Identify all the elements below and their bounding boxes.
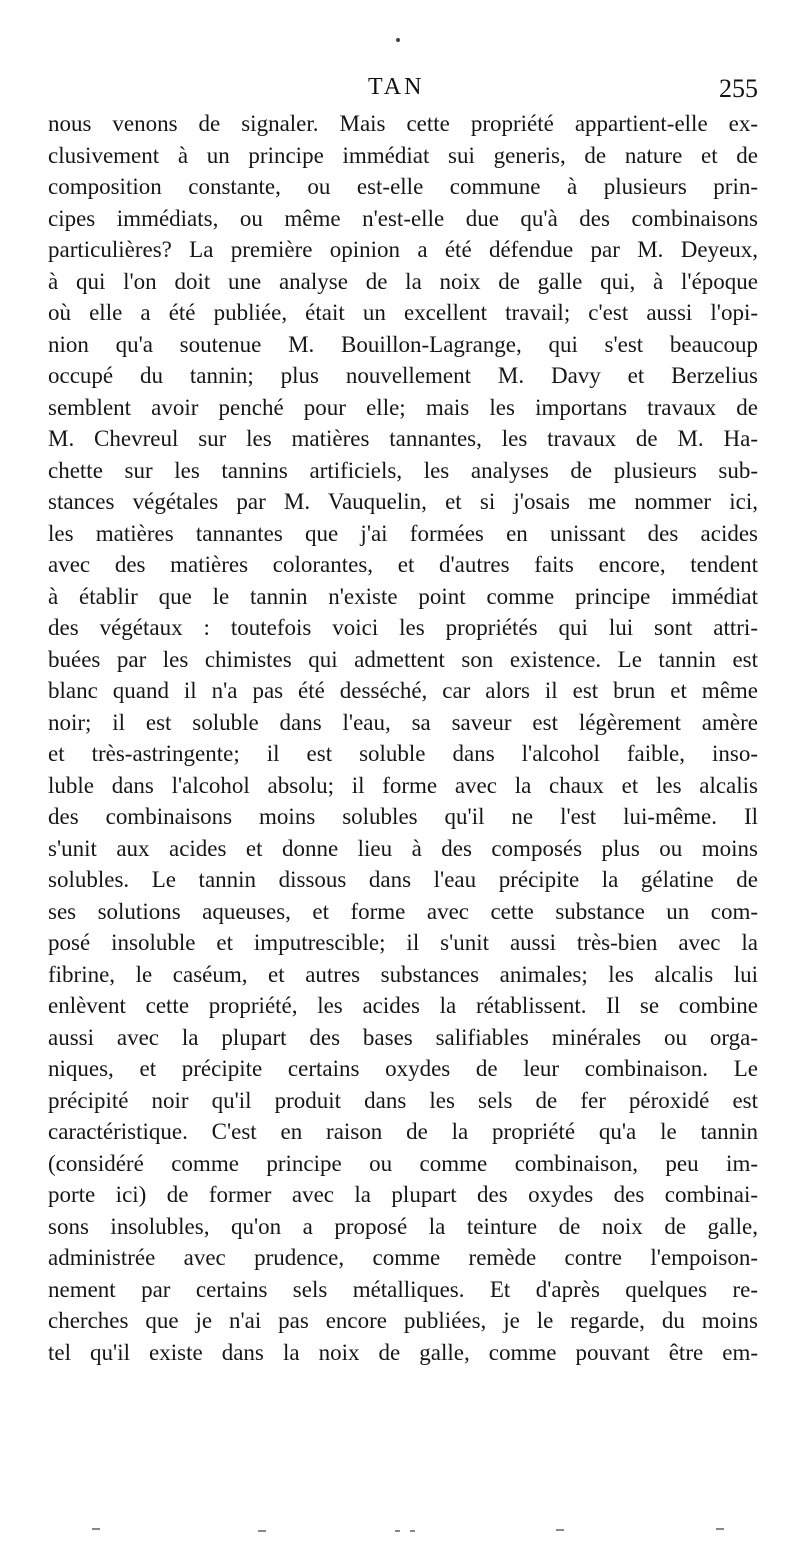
text-line: administrée avec prudence, comme remède contre l'empoison-	[48, 1245, 758, 1270]
text-line: composition constante, ou est-elle commune à plusieurs prin-	[48, 174, 758, 199]
ink-speck	[258, 1530, 266, 1532]
text-line: semblent avoir penché pour elle; mais les importans travaux de	[48, 394, 758, 420]
text-line: des végétaux : toutefois voici les propriétés qui lui sont attri-	[48, 615, 758, 640]
ink-speck	[716, 1528, 724, 1530]
text-line: (considéré comme principe ou comme combinaison, peu im-	[48, 1150, 758, 1176]
text-line: posé insoluble et imputrescible; il s'unit aussi très-bien avec la	[48, 930, 758, 955]
text-line: nion qu'a soutenue M. Bouillon-Lagrange, qui s'est beaucoup	[48, 331, 758, 357]
text-line: à qui l'on doit une analyse de la noix de galle qui, à l'époque	[48, 268, 758, 294]
text-line: chette sur les tannins artificiels, les analyses de plusieurs sub-	[48, 457, 758, 483]
text-line: buées par les chimistes qui admettent son existence. Le tannin est	[48, 646, 758, 672]
text-line: aussi avec la plupart des bases salifiables minérales ou orga-	[48, 1024, 758, 1050]
text-line: luble dans l'alcohol absolu; il forme avec la chaux et les alcalis	[48, 772, 758, 798]
text-line: les matières tannantes que j'ai formées en unissant des acides	[48, 520, 758, 546]
text-line: stances végétales par M. Vauquelin, et si j'osais me nommer ici,	[48, 489, 758, 514]
text-line: porte ici) de former avec la plupart des oxydes des combinai-	[48, 1182, 758, 1207]
text-line: avec des matières colorantes, et d'autres faits encore, tendent	[48, 552, 758, 577]
ink-speck	[395, 1530, 400, 1532]
text-line: occupé du tannin; plus nouvellement M. Davy et Berzelius	[48, 363, 758, 388]
text-line: où elle a été publiée, était un excellent travail; c'est aussi l'opi-	[48, 300, 758, 325]
text-line: s'unit aux acides et donne lieu à des composés plus ou moins	[48, 835, 758, 861]
text-line: cipes immédiats, ou même n'est-elle due qu'à des combinaisons	[48, 205, 758, 231]
text-line: précipité noir qu'il produit dans les sels de fer péroxidé est	[48, 1087, 758, 1113]
text-line: et très-astringente; il est soluble dans l'alcohol faible, inso-	[48, 741, 758, 766]
body-text	[48, 108, 758, 1368]
text-line: à établir que le tannin n'existe point comme principe immédiat	[48, 583, 758, 609]
text-line: enlèvent cette propriété, les acides la rétablissent. Il se combine	[48, 993, 758, 1018]
text-line: noir; il est soluble dans l'eau, sa saveur est légèrement amère	[48, 709, 758, 735]
text-line: blanc quand il n'a pas été desséché, car alors il est brun et même	[48, 678, 758, 703]
text-line: tel qu'il existe dans la noix de galle, comme pouvant être em-	[48, 1339, 758, 1365]
ink-speck	[410, 1530, 415, 1532]
text-line: caractéristique. C'est en raison de la propriété qu'a le tannin	[48, 1119, 758, 1144]
ink-speck	[396, 38, 400, 42]
text-line: sons insolubles, qu'on a proposé la teinture de noix de galle,	[48, 1213, 758, 1239]
text-line: particulières? La première opinion a été défendue par M. Deyeux,	[48, 237, 758, 262]
text-line: ses solutions aqueuses, et forme avec cette substance un com-	[48, 898, 758, 924]
text-line: nous venons de signaler. Mais cette propriété appartient-elle ex-	[48, 111, 758, 136]
page-header	[48, 68, 758, 108]
text-line: des combinaisons moins solubles qu'il ne l'est lui-même. Il	[48, 804, 758, 829]
ink-speck	[556, 1529, 564, 1531]
text-line: clusivement à un principe immédiat sui generis, de nature et de	[48, 142, 758, 168]
page-number: 255	[719, 74, 758, 103]
text-line: M. Chevreul sur les matières tannantes, les travaux de M. Ha-	[48, 426, 758, 451]
ink-speck	[92, 1528, 100, 1530]
text-line: niques, et précipite certains oxydes de leur combinaison. Le	[48, 1056, 758, 1081]
text-line: nement par certains sels métalliques. Et d'après quelques re-	[48, 1276, 758, 1302]
running-head: TAN	[368, 74, 425, 100]
text-line: solubles. Le tannin dissous dans l'eau précipite la gélatine de	[48, 867, 758, 892]
text-line: cherches que je n'ai pas encore publiées, je le regarde, du moins	[48, 1308, 758, 1333]
text-line: fibrine, le caséum, et autres substances animales; les alcalis lui	[48, 961, 758, 987]
